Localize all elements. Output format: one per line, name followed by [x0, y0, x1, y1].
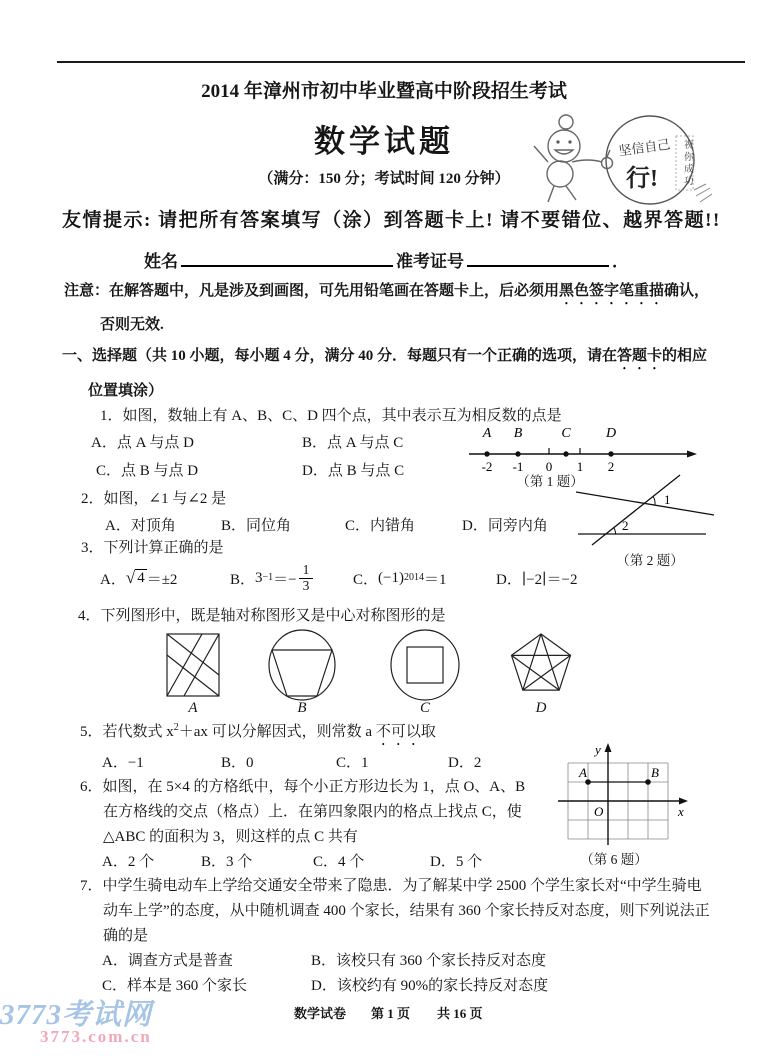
mascot-hair — [559, 115, 573, 129]
q4-shape-d-pentagram — [508, 630, 574, 696]
angle1-arc — [653, 496, 655, 505]
mascot-eye-right — [568, 140, 571, 143]
q6-option-b: B．3 个 — [201, 854, 253, 870]
q3-option-d: D． ∣−2∣＝−2 — [496, 571, 578, 588]
y-axis-arrow — [605, 743, 612, 752]
mascot-body — [547, 161, 573, 187]
point-b-label: B — [651, 765, 659, 780]
ticket-label: 准考证号 — [396, 252, 464, 271]
fraction: $\frac{1}{3}$ — [299, 563, 314, 593]
exam-title: 2014 年漳州市初中毕业暨高中阶段招生考试 — [201, 81, 567, 102]
watermark-logo: 3773考试网 — [0, 999, 153, 1031]
mascot-illustration — [526, 102, 716, 216]
mascot-eye-left — [556, 140, 559, 143]
footer-page-number: 第 1 页 — [371, 1006, 411, 1021]
q4-label-d: D — [535, 700, 547, 716]
q5-option-a: A．−1 — [102, 755, 144, 771]
q7-option-a: A．调查方式是普查 — [102, 953, 233, 969]
angle2-label: 2 — [622, 518, 629, 533]
point-b-dot — [645, 779, 651, 785]
point-a-dot — [585, 779, 591, 785]
q6-option-d: D．5 个 — [430, 854, 483, 870]
q2-text: 2．如图，∠1 与∠2 是 — [81, 491, 227, 507]
mascot-arm-right — [572, 160, 602, 162]
point-c-dot — [563, 451, 568, 456]
notice-emphasis: 黑色签字笔重描 — [559, 283, 665, 299]
tick-label-neg2: -2 — [481, 459, 493, 474]
notice-line2: 否则无效. — [100, 317, 164, 333]
q4-text: 4．下列图形中，既是轴对称图形又是中心对称图形的是 — [78, 608, 446, 624]
q3-option-b: B． 3 −1 ＝− $\frac{1}{3}$ — [230, 555, 313, 601]
q1-figure-caption: （第 1 题） — [516, 474, 584, 489]
mascot-head — [548, 130, 580, 162]
mascot-doodle — [694, 184, 712, 202]
x-axis-label: x — [678, 804, 684, 819]
balloon-text-line1: 坚信自己 — [617, 136, 672, 159]
ticket-blank — [467, 250, 609, 267]
point-a-dot — [484, 451, 489, 456]
y-axis-label: y — [595, 742, 601, 757]
balloon-side-text-4: 功 — [684, 177, 694, 187]
q2-option-b: B．同位角 — [221, 518, 292, 534]
section1-emphasis: 答题卡 — [617, 348, 663, 364]
exam-meta: （满分：150 分；考试时间 120 分钟） — [258, 171, 510, 187]
q5-emphasis: 不可以 — [375, 724, 421, 740]
balloon-side-text-1: 祝 — [684, 141, 694, 151]
subject-title: 数学试题 — [314, 124, 454, 159]
point-c-label: C — [561, 426, 571, 441]
upper-line — [576, 492, 714, 515]
q3-option-c: C． (−1) 2014 ＝1 — [353, 569, 447, 588]
fill-line-period: ． — [612, 252, 629, 271]
q3-text: 3．下列计算正确的是 — [81, 540, 224, 556]
notice-line1: 注意：在解答题中，凡是涉及到画图，可先用铅笔画在答题卡上，后必须用黑色签字笔重描确认， — [64, 283, 710, 299]
q6-text-line1: 6．如图，在 5×4 的方格纸中，每个小正方形边长为 1，点 O、A、B — [80, 779, 526, 795]
friendly-reminder: 友情提示: 请把所有答案填写（涂）到答题卡上! 请不要错位、越界答题!! — [62, 210, 721, 231]
q7-option-c: C．样本是 360 个家长 — [102, 978, 248, 994]
mascot-legs — [548, 186, 576, 202]
q2-option-c: C．内错角 — [345, 518, 416, 534]
q1-text: 1．如图，数轴上有 A、B、C、D 四个点，其中表示互为相反数的点是 — [100, 408, 562, 424]
q5-option-b: B．0 — [221, 755, 254, 771]
number-line-arrow — [687, 451, 697, 458]
tick-label-neg1: -1 — [512, 459, 524, 474]
q2-option-a: A．对顶角 — [105, 518, 176, 534]
tick-label-1: 1 — [576, 459, 584, 474]
q7-option-b: B．该校只有 360 个家长持反对态度 — [311, 953, 547, 969]
origin-label: O — [594, 804, 604, 819]
q6-text-line3: △ABC 的面积为 3，则这样的点 C 共有 — [103, 829, 358, 845]
q5-text: 5．若代数式 $x^2+ax$ 可以分解因式，则常数 a 不可以取 — [80, 722, 436, 740]
q1-option-b: B．点 A 与点 C — [302, 435, 404, 451]
q4-label-c: C — [419, 700, 430, 716]
q6-text-line2: 在方格线的交点（格点）上．在第四象限内的格点上找点 C，使 — [103, 804, 522, 820]
mascot-arm-left — [534, 146, 548, 162]
q1-option-d: D．点 B 与点 C — [302, 463, 405, 479]
q4-shape-c-circle-square — [388, 628, 462, 702]
name-blank — [181, 250, 393, 267]
angle2-arc — [613, 527, 615, 534]
top-divider-line — [57, 61, 745, 63]
q6-grid-figure — [552, 741, 716, 847]
watermark-url: 3773.com.cn — [40, 1027, 152, 1046]
q4-label-b: B — [297, 700, 307, 716]
q7-text-line2: 动车上学”的态度，从中随机调查 400 个家长，结果有 360 个家长持反对态度，则下列说法正 — [103, 903, 710, 919]
q1-option-a: A．点 A 与点 D — [91, 435, 194, 451]
tick-label-0: 0 — [545, 459, 553, 474]
q2-figure-caption: （第 2 题） — [616, 553, 684, 568]
point-d-dot — [608, 451, 613, 456]
q6-option-c: C．4 个 — [313, 854, 365, 870]
section1-header-line2: 位置填涂） — [88, 383, 164, 399]
balloon-text-line2: 行! — [626, 166, 658, 192]
q5-option-d: D．2 — [448, 755, 482, 771]
name-label: 姓名 — [144, 252, 178, 271]
section1-header-line1: 一、选择题（共 10 小题，每小题 4 分，满分 40 分．每题只有一个正确的选项，请在答题卡的相应 — [62, 348, 708, 364]
angle1-label: 1 — [664, 492, 671, 507]
point-b-dot — [515, 451, 520, 456]
q4-shape-b-circle-trapezoid — [266, 628, 338, 702]
q1-option-c: C．点 B 与点 D — [96, 463, 199, 479]
q4-label-a: A — [188, 700, 198, 716]
q1-number-line-figure — [463, 423, 713, 475]
fill-in-line — [144, 247, 629, 272]
point-a-label: A — [579, 765, 587, 780]
balloon-side-text-2: 你 — [684, 153, 694, 163]
q3-option-a: A． √ 4 ＝±2 — [100, 568, 178, 588]
point-d-label: D — [605, 426, 617, 441]
q6-option-a: A．2 个 — [102, 854, 155, 870]
q4-shape-a-pinwheel-square — [164, 630, 222, 700]
footer-page-total: 共 16 页 — [437, 1006, 483, 1021]
point-b-label: B — [513, 426, 523, 441]
footer-doc-label: 数学试卷 — [294, 1006, 347, 1021]
q7-text-line3: 确的是 — [103, 928, 149, 944]
q2-option-d: D．同旁内角 — [462, 518, 548, 534]
q5-option-c: C．1 — [336, 755, 369, 771]
point-a-label: A — [482, 426, 492, 441]
q2-angles-figure — [574, 472, 720, 548]
mascot-mouth — [555, 150, 573, 154]
q7-option-d: D．该校约有 90%的家长持反对态度 — [311, 978, 549, 994]
balloon-side-text-3: 成 — [684, 165, 694, 175]
tick-label-2: 2 — [607, 459, 615, 474]
q6-figure-caption: （第 6 题） — [580, 852, 648, 867]
q7-text-line1: 7．中学生骑电动车上学给交通安全带来了隐患．为了解某中学 2500 个学生家长对“中学生骑电 — [80, 878, 702, 894]
radical-sign: √ — [125, 568, 136, 587]
